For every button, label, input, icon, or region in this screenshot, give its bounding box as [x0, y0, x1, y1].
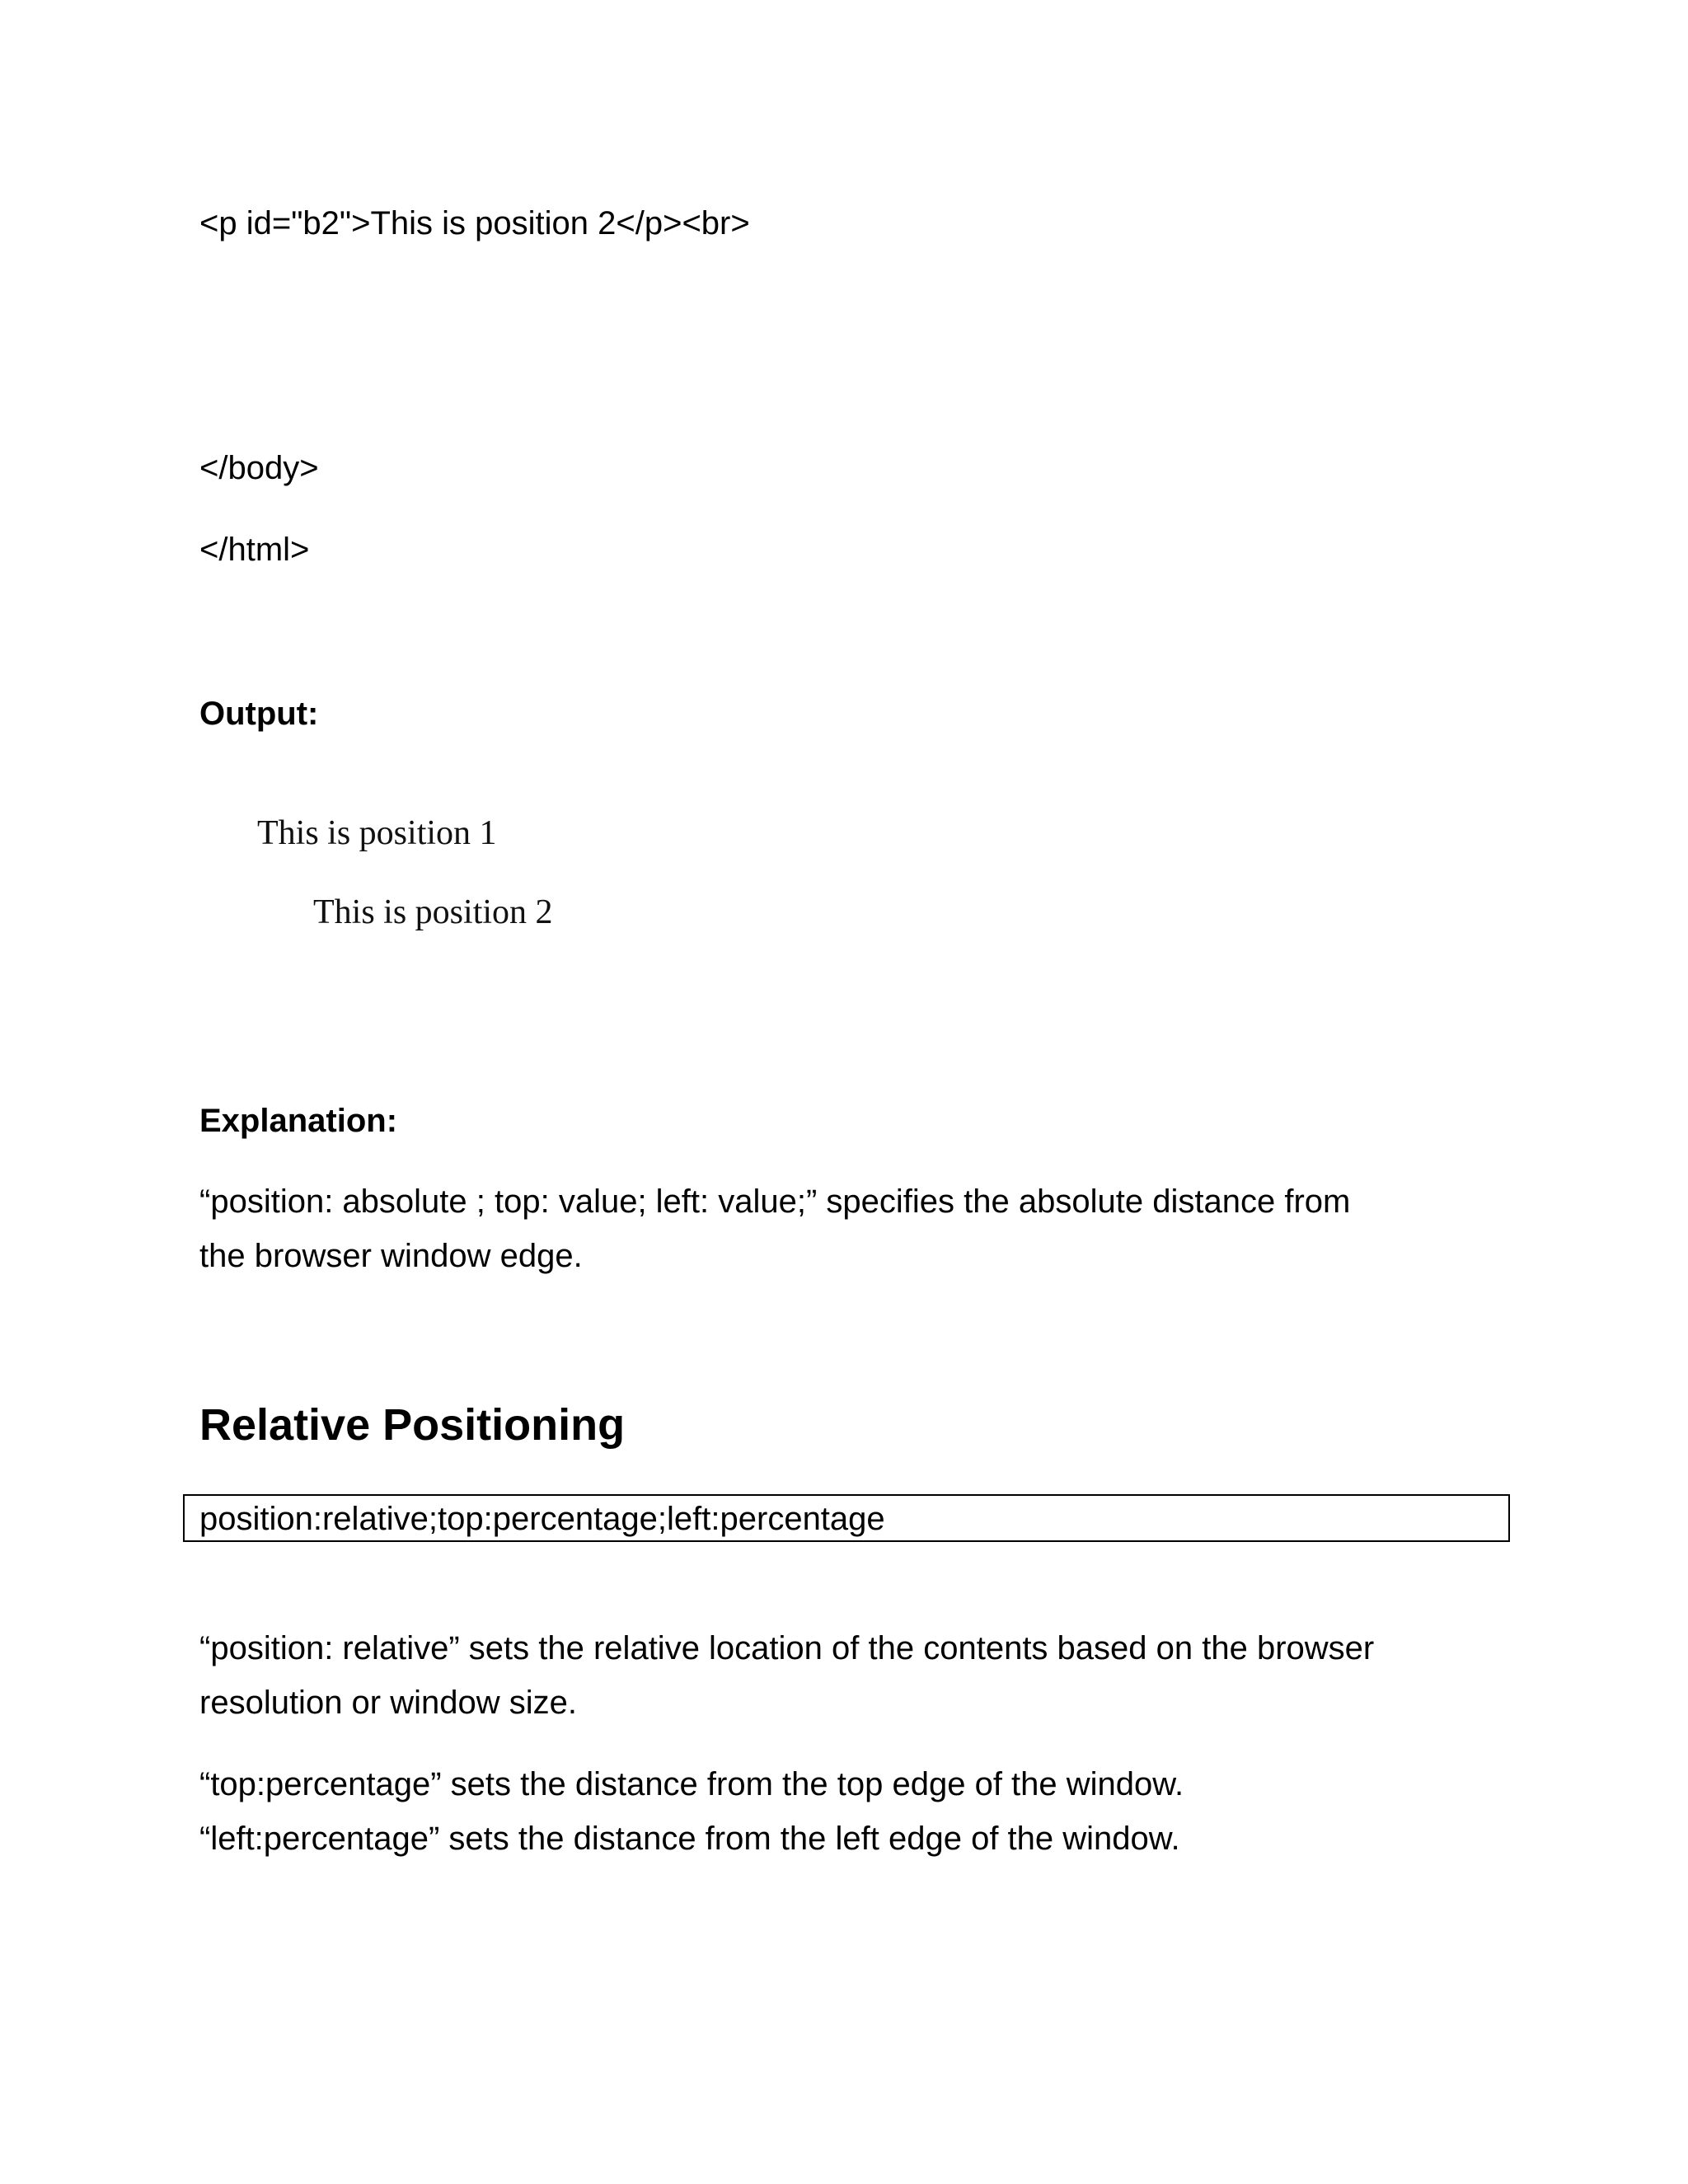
- explanation-label: Explanation:: [199, 1103, 398, 1139]
- output-label: Output:: [199, 696, 319, 732]
- explanation-text-line-1: “position: absolute ; top: value; left: value;” specifies the absolute distance from: [199, 1183, 1351, 1220]
- explanation-text-line-2: the browser window edge.: [199, 1238, 583, 1274]
- code-line-p: <p id="b2">This is position 2</p><br>: [199, 205, 750, 241]
- relative-desc-line-2: resolution or window size.: [199, 1685, 577, 1721]
- top-percentage-desc: “top:percentage” sets the distance from the top edge of the window.: [199, 1766, 1184, 1802]
- syntax-box: [183, 1494, 1510, 1542]
- output-sample-2: This is position 2: [313, 893, 553, 931]
- code-line-html-close: </html>: [199, 532, 310, 568]
- left-percentage-desc: “left:percentage” sets the distance from the left edge of the window.: [199, 1821, 1180, 1857]
- code-line-body-close: </body>: [199, 450, 319, 486]
- syntax-text: position:relative;top:percentage;left:percentage: [199, 1501, 885, 1537]
- output-sample-1: This is position 1: [257, 814, 497, 852]
- relative-positioning-heading: Relative Positioning: [199, 1400, 626, 1450]
- relative-desc-line-1: “position: relative” sets the relative location of the contents based on the browser: [199, 1630, 1375, 1666]
